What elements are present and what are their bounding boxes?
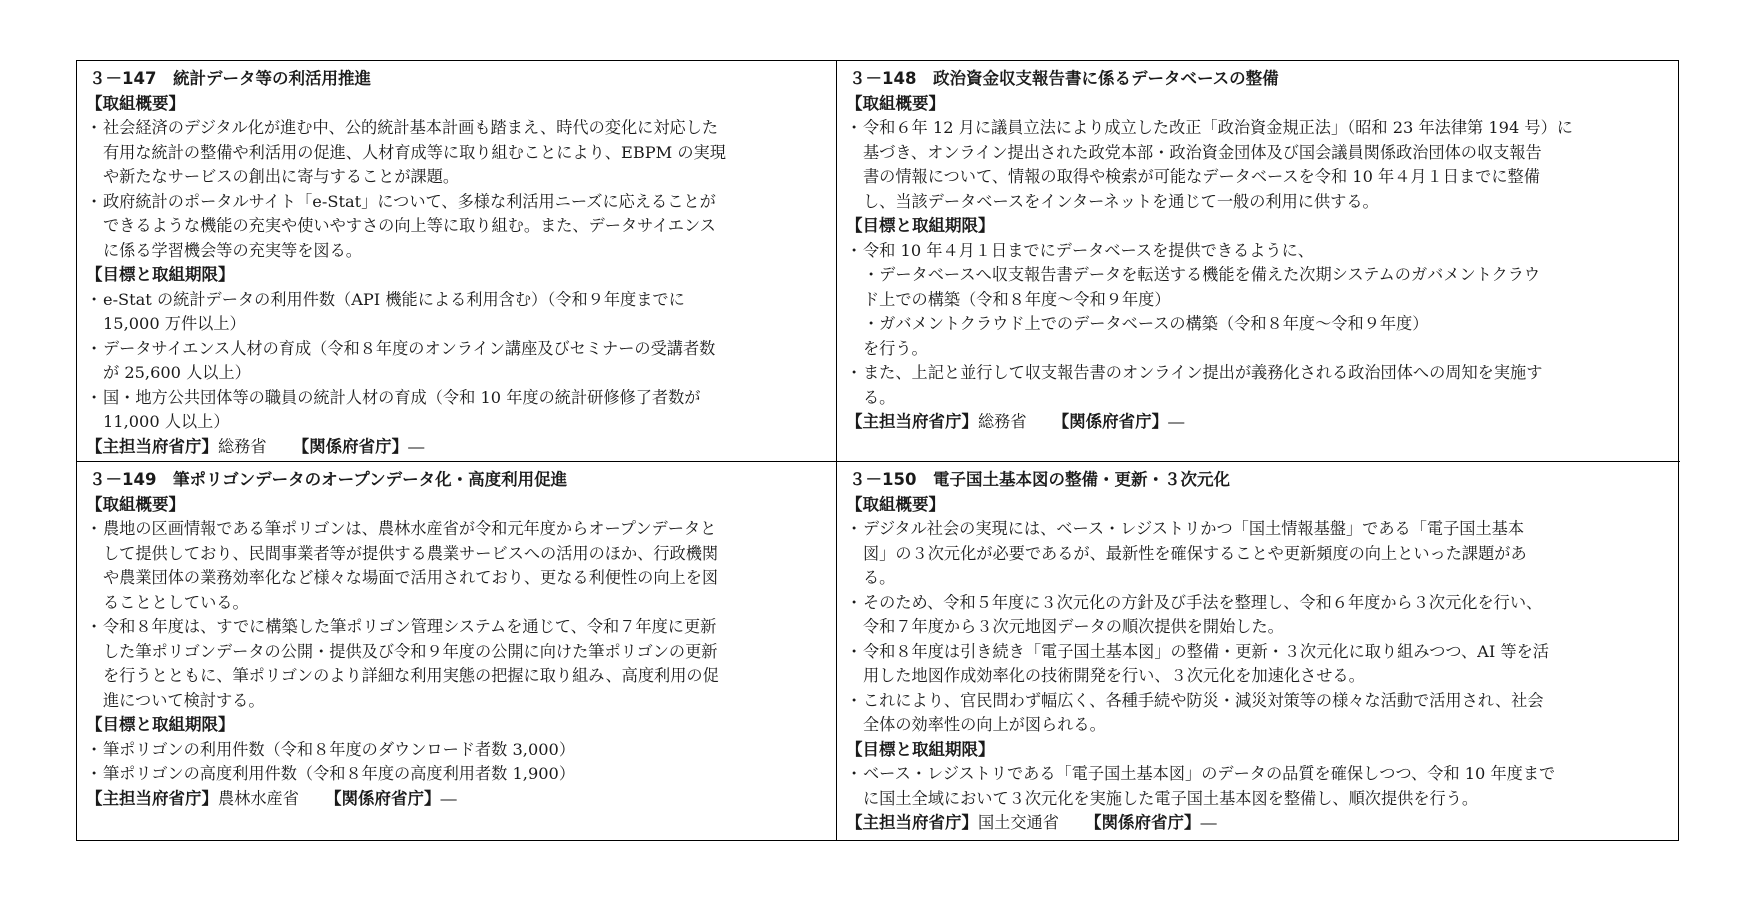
list-item bbox=[846, 239, 1670, 264]
bullet: ・ bbox=[846, 641, 863, 661]
bullet: ・ bbox=[86, 764, 103, 783]
bullet: ・ bbox=[86, 191, 103, 211]
list-item bbox=[86, 517, 826, 615]
text-line: 政府統計のポータルサイト「e-Stat」について、多様な利活用ニーズに応えることが bbox=[103, 191, 716, 211]
list-item bbox=[86, 190, 826, 264]
list-item bbox=[846, 689, 1670, 738]
bullet: ・ bbox=[86, 617, 103, 636]
text-line: 15,000 万件以上） bbox=[103, 314, 246, 333]
bullet: ・ bbox=[86, 739, 103, 759]
list-item bbox=[86, 738, 826, 763]
list-item bbox=[86, 762, 826, 787]
list-item bbox=[846, 116, 1670, 214]
goals-heading: 【目標と取組期限】 bbox=[86, 715, 235, 734]
text-line: ド上での構築（令和８年度～令和９年度） bbox=[863, 289, 1171, 309]
cell-3-147 bbox=[77, 61, 837, 462]
bullet: ・ bbox=[846, 240, 863, 260]
related-ministry-label: 【関係府省庁】 bbox=[1084, 813, 1201, 832]
bullet: ・ bbox=[846, 592, 863, 612]
text-line: 令和６年 12 月に議員立法により成立した改正「政治資金規正法」（昭和 23 年法律第 194 号）に bbox=[863, 118, 1573, 137]
ministry-line bbox=[86, 435, 826, 460]
overview-heading: 【取組概要】 bbox=[846, 93, 945, 113]
text-line: る。 bbox=[863, 568, 896, 587]
lead-ministry-label: 【主担当府省庁】 bbox=[86, 436, 218, 456]
bullet: ・ bbox=[846, 690, 863, 710]
text-line: に国土全域において３次元化を実施した電子国土基本図を整備し、順次提供を行う。 bbox=[863, 788, 1479, 808]
text-line: 筆ポリゴンの高度利用件数（令和８年度の高度利用者数 1,900） bbox=[103, 764, 576, 783]
list-item bbox=[846, 361, 1670, 410]
policy-table bbox=[76, 60, 1679, 841]
text-line: そのため、令和５年度に３次元化の方針及び手法を整理し、令和６年度から３次元化を行い、 bbox=[863, 592, 1543, 612]
text-line: また、上記と並行して収支報告書のオンライン提出が義務化される政治団体への周知を実施す bbox=[863, 363, 1543, 382]
item-title: ３－148 政治資金収支報告書に係るデータベースの整備 bbox=[849, 69, 1279, 88]
text-line: が 25,600 人以上） bbox=[103, 363, 251, 382]
ministry-line bbox=[86, 787, 826, 812]
ministry-line bbox=[846, 410, 1670, 435]
list-item bbox=[86, 615, 826, 713]
text-line: を行うとともに、筆ポリゴンのより詳細な利用実態の把握に取り組み、高度利用の促 bbox=[103, 666, 719, 685]
text-line: 図」の３次元化が必要であるが、最新性を確保することや更新頻度の向上といった課題があ bbox=[863, 543, 1527, 563]
text-line: できるような機能の充実や使いやすさの向上等に取り組む。また、データサイエンス bbox=[103, 216, 716, 235]
text-line: ベース・レジストリである「電子国土基本図」のデータの品質を確保しつつ、令和 10 年度まで bbox=[863, 764, 1556, 783]
list-item bbox=[86, 116, 826, 190]
lead-ministry-label: 【主担当府省庁】 bbox=[86, 788, 218, 808]
goals-heading: 【目標と取組期限】 bbox=[846, 216, 995, 235]
text-line: 農地の区画情報である筆ポリゴンは、農林水産省が令和元年度からオープンデータと bbox=[103, 519, 717, 538]
text-line: ・データベースへ収支報告書データを転送する機能を備えた次期システムのガバメントクラウ bbox=[863, 265, 1541, 284]
text-line: ・ガバメントクラウド上でのデータベースの構築（令和８年度～令和９年度） bbox=[863, 314, 1429, 333]
lead-ministry-label: 【主担当府省庁】 bbox=[846, 813, 978, 832]
text-line: 進について検討する。 bbox=[103, 690, 265, 710]
list-item bbox=[86, 386, 826, 435]
text-line: に係る学習機会等の充実等を図る。 bbox=[103, 240, 362, 260]
bullet: ・ bbox=[86, 289, 103, 309]
text-line: 令和８年度は、すでに構築した筆ポリゴン管理システムを通じて、令和７年度に更新 bbox=[103, 617, 717, 636]
text-line: e-Stat の統計データの利用件数（API 機能による利用含む）（令和９年度までに bbox=[103, 289, 685, 309]
related-ministry: ― bbox=[1168, 412, 1185, 431]
related-ministry-label: 【関係府省庁】 bbox=[1052, 412, 1169, 431]
ministry-line bbox=[846, 811, 1670, 836]
cell-3-149 bbox=[77, 462, 837, 840]
item-title: ３－147 統計データ等の利活用推進 bbox=[89, 69, 371, 88]
bullet: ・ bbox=[86, 519, 103, 538]
bullet: ・ bbox=[846, 519, 863, 538]
text-line: データサイエンス人材の育成（令和８年度のオンライン講座及びセミナーの受講者数 bbox=[103, 338, 716, 358]
bullet: ・ bbox=[846, 363, 863, 382]
text-line: 書の情報について、情報の取得や検索が可能なデータベースを令和 10 年４月１日までに整備 bbox=[863, 167, 1540, 186]
bullet: ・ bbox=[846, 764, 863, 783]
lead-ministry: 総務省 bbox=[978, 412, 1027, 431]
text-line: や農業団体の業務効率化など様々な場面で活用されており、更なる利便性の向上を図 bbox=[103, 568, 719, 587]
goals-heading: 【目標と取組期限】 bbox=[86, 265, 235, 284]
text-line: ることとしている。 bbox=[103, 592, 249, 612]
text-line: 11,000 人以上） bbox=[103, 412, 230, 431]
text-line: 令和８年度は引き続き「電子国土基本図」の整備・更新・３次元化に取り組みつつ、AI 等を活 bbox=[863, 641, 1549, 661]
lead-ministry: 総務省 bbox=[218, 436, 267, 456]
text-line: 筆ポリゴンの利用件数（令和８年度のダウンロード者数 3,000） bbox=[103, 739, 576, 759]
list-item bbox=[846, 640, 1670, 689]
text-line: 全体の効率性の向上が図られる。 bbox=[863, 715, 1106, 734]
text-line: 令和 10 年４月１日までにデータベースを提供できるように、 bbox=[863, 240, 1314, 260]
text-line: 国・地方公共団体等の職員の統計人材の育成（令和 10 年度の統計研修修了者数が bbox=[103, 387, 701, 407]
text-line: し、当該データベースをインターネットを通じて一般の利用に供する。 bbox=[863, 191, 1379, 211]
text-line: 令和７年度から３次元地図データの順次提供を開始した。 bbox=[863, 617, 1284, 636]
related-ministry: ― bbox=[440, 788, 457, 808]
bullet: ・ bbox=[86, 118, 103, 137]
related-ministry-label: 【関係府省庁】 bbox=[292, 436, 409, 456]
related-ministry-label: 【関係府省庁】 bbox=[324, 788, 441, 808]
text-line: して提供しており、民間事業者等が提供する農業サービスへの活用のほか、行政機関 bbox=[103, 543, 719, 563]
text-line: る。 bbox=[863, 387, 896, 407]
lead-ministry: 国土交通省 bbox=[978, 813, 1059, 832]
list-item bbox=[86, 288, 826, 337]
text-line: デジタル社会の実現には、ベース・レジストリかつ「国土情報基盤」である「電子国土基本 bbox=[863, 519, 1525, 538]
list-item bbox=[86, 337, 826, 386]
item-title: ３－150 電子国土基本図の整備・更新・３次元化 bbox=[849, 470, 1230, 489]
overview-heading: 【取組概要】 bbox=[86, 93, 185, 113]
list-item bbox=[846, 517, 1670, 591]
lead-ministry-label: 【主担当府省庁】 bbox=[846, 412, 978, 431]
overview-heading: 【取組概要】 bbox=[846, 494, 945, 514]
list-item bbox=[846, 591, 1670, 640]
text-line: これにより、官民問わず幅広く、各種手続や防災・減災対策等の様々な活動で活用され、社会 bbox=[863, 690, 1544, 710]
text-line: や新たなサービスの創出に寄与することが課題。 bbox=[103, 167, 460, 186]
sub-list bbox=[846, 263, 1670, 361]
text-line: 用した地図作成効率化の技術開発を行い、３次元化を加速化させる。 bbox=[863, 666, 1365, 685]
goals-heading: 【目標と取組期限】 bbox=[846, 739, 995, 759]
related-ministry: ― bbox=[1200, 813, 1217, 832]
text-line: 社会経済のデジタル化が進む中、公的統計基本計画も踏まえ、時代の変化に対応した bbox=[103, 118, 719, 137]
list-item bbox=[846, 762, 1670, 811]
related-ministry: ― bbox=[408, 436, 425, 456]
text-line: 有用な統計の整備や利活用の促進、人材育成等に取り組むことにより、EBPM の実現 bbox=[103, 142, 726, 162]
item-title: ３－149 筆ポリゴンデータのオープンデータ化・高度利用促進 bbox=[89, 470, 568, 489]
lead-ministry: 農林水産省 bbox=[218, 788, 299, 808]
bullet: ・ bbox=[846, 118, 863, 137]
bullet: ・ bbox=[86, 338, 103, 358]
bullet: ・ bbox=[86, 387, 103, 407]
text-line: 基づき、オンライン提出された政党本部・政治資金団体及び国会議員関係政治団体の収支報告 bbox=[863, 142, 1542, 162]
cell-3-148 bbox=[837, 61, 1680, 462]
text-line: を行う。 bbox=[863, 338, 928, 358]
cell-3-150 bbox=[837, 462, 1680, 840]
text-line: した筆ポリゴンデータの公開・提供及び令和９年度の公開に向けた筆ポリゴンの更新 bbox=[103, 641, 718, 661]
overview-heading: 【取組概要】 bbox=[86, 494, 185, 514]
